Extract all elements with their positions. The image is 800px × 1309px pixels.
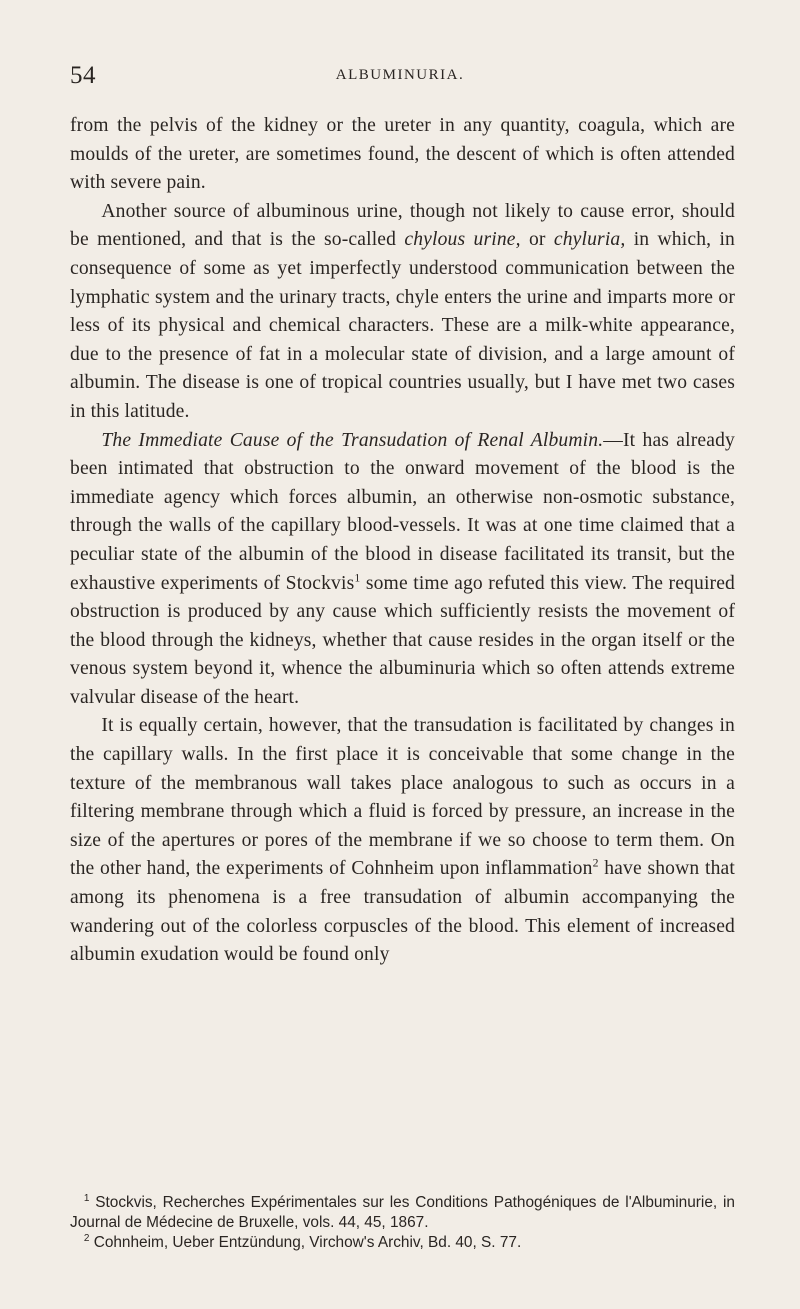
paragraph-3: The Immediate Cause of the Transudation of Renal Albumin.—It has already been intimated that obstruction to the onward movement of the blood is the immediate agency which forces albumin, an otherwise non-osmotic substance, through the walls of the capillary blood-vessels. It was at one time claimed that a peculiar state of the albumin of the blood in disease facilitated its transit, but the exhaustive experiments of Stockvis$^1$ some time ago refuted this view. The required obstruction is produced by any cause which sufficiently resists the movement of the blood through the kidneys, whether that cause resides in the organ itself or the venous system beyond it, whence the albuminuria which so often attends extreme valvular disease of the heart.: [70, 429, 735, 708]
footnote-mark: 2: [83, 1233, 90, 1244]
paragraph-4: It is equally certain, however, that the transudation is facilitated by changes in the capillary walls. In the first place it is conceivable that some change in the texture of the membranous wall takes place analogous to such as occurs in a filtering membrane through which a fluid is forced by pressure, an increase in the size of the apertures or pores of the membrane if we so choose to term them. On the other hand, the experiments of Cohnheim upon inflammation$^2$ have shown that among its phenomena is a free transudation of albumin accompanying the wandering out of the colorless corpuscles of the blood. This element of increased albumin exudation would be found only: [70, 715, 735, 966]
paragraph-2: Another source of albuminous urine, though not likely to cause error, should be mentioned, and that is the so-called chylous urine, or chyluria, in which, in consequence of some as yet imperfectly understood communication between the lymphatic system and the urinary tracts, chyle enters the urine and imparts more or less of its physical and chemical characters. These are a milk-white appearance, due to the presence of fat in a molecular state of division, and a large amount of albumin. The disease is one of tropical countries usually, but I have met two cases in this latitude.: [70, 200, 736, 422]
footnote-mark: 1: [83, 1193, 90, 1204]
italic-term-chyluria: chyluria,: [553, 229, 626, 251]
footnote-text: Cohnheim, Ueber Entzündung, Virchow's Archiv, Bd. 40, S. 77.: [89, 1234, 522, 1251]
paragraph-1: from the pelvis of the kidney or the ureter in any quantity, coagula, which are moulds of the ureter, are sometimes found, the descent of which is often attended with severe pain.: [70, 115, 735, 194]
italic-term-chylous-urine: chylous urine,: [404, 229, 521, 251]
footnote-1: [70, 1193, 735, 1233]
footnote-2: [70, 1233, 735, 1253]
footnote-ref-1[interactable]: 1: [354, 570, 361, 584]
section-heading: The Immediate Cause of the Transudation of Renal Albumin.: [101, 429, 604, 451]
footnote-text: Stockvis, Recherches Expérimentales sur les Conditions Pathogéniques de l'Albuminurie, in Journal de Médecine de Bruxelle, vols. 44, 45, 1867.: [70, 1194, 735, 1231]
footnote-ref-2[interactable]: 2: [592, 856, 599, 870]
footnotes: [70, 1193, 735, 1253]
running-head: ALBUMINURIA.: [335, 67, 465, 83]
body-text: [70, 112, 735, 970]
page-number: 54: [70, 62, 96, 89]
page-header: [70, 62, 730, 92]
